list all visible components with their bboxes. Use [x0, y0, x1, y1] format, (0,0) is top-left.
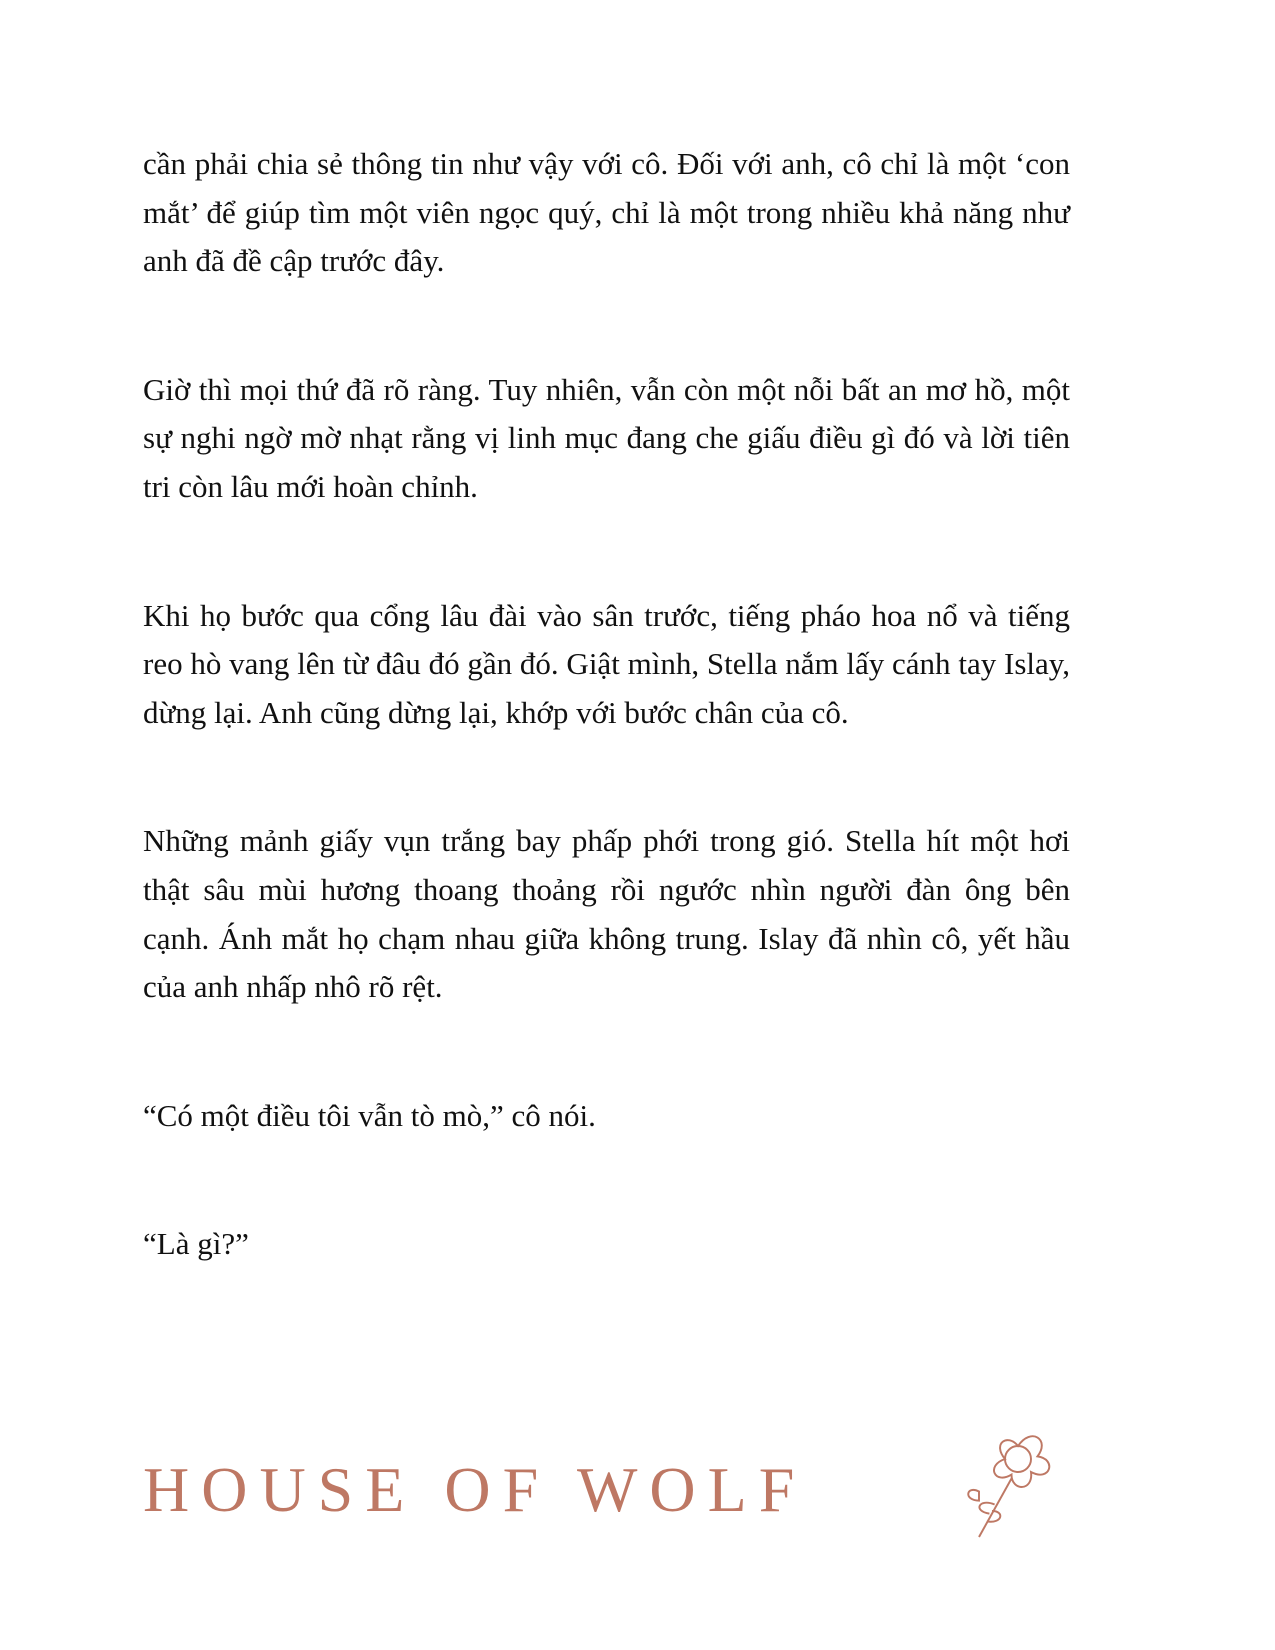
document-body	[143, 140, 1070, 1349]
paragraph: cần phải chia sẻ thông tin như vậy với cô. Đối với anh, cô chỉ là một ‘con mắt’ để giúp tìm một viên ngọc quý, chỉ là một trong nhiều khả năng như anh đã đề cập trước đây.	[143, 146, 1070, 279]
paragraph: Khi họ bước qua cổng lâu đài vào sân trước, tiếng pháo hoa nổ và tiếng reo hò vang lên từ đâu đó gần đó. Giật mình, Stella nắm lấy cánh tay Islay, dừng lại. Anh cũng dừng lại, khớp với bước chân của cô.	[143, 597, 1070, 730]
flower-watermark-icon	[940, 1420, 1070, 1550]
watermark: HOUSE OF WOLF	[143, 1454, 807, 1525]
paragraph: Giờ thì mọi thứ đã rõ ràng. Tuy nhiên, vẫn còn một nỗi bất an mơ hồ, một sự nghi ngờ mờ nhạt rằng vị linh mục đang che giấu điều gì đó và lời tiên tri còn lâu mới hoàn chỉnh.	[143, 371, 1070, 504]
paragraph: “Là gì?”	[143, 1226, 249, 1262]
paragraph: “Có một điều tôi vẫn tò mò,” cô nói.	[143, 1097, 596, 1133]
paragraph: Những mảnh giấy vụn trắng bay phấp phới trong gió. Stella hít một hơi thật sâu mùi hương thoang thoảng rồi ngước nhìn người đàn ông bên cạnh. Ánh mắt họ chạm nhau giữa không trung. Islay đã nhìn cô, yết hầu của anh nhấp nhô rõ rệt.	[143, 823, 1070, 1005]
